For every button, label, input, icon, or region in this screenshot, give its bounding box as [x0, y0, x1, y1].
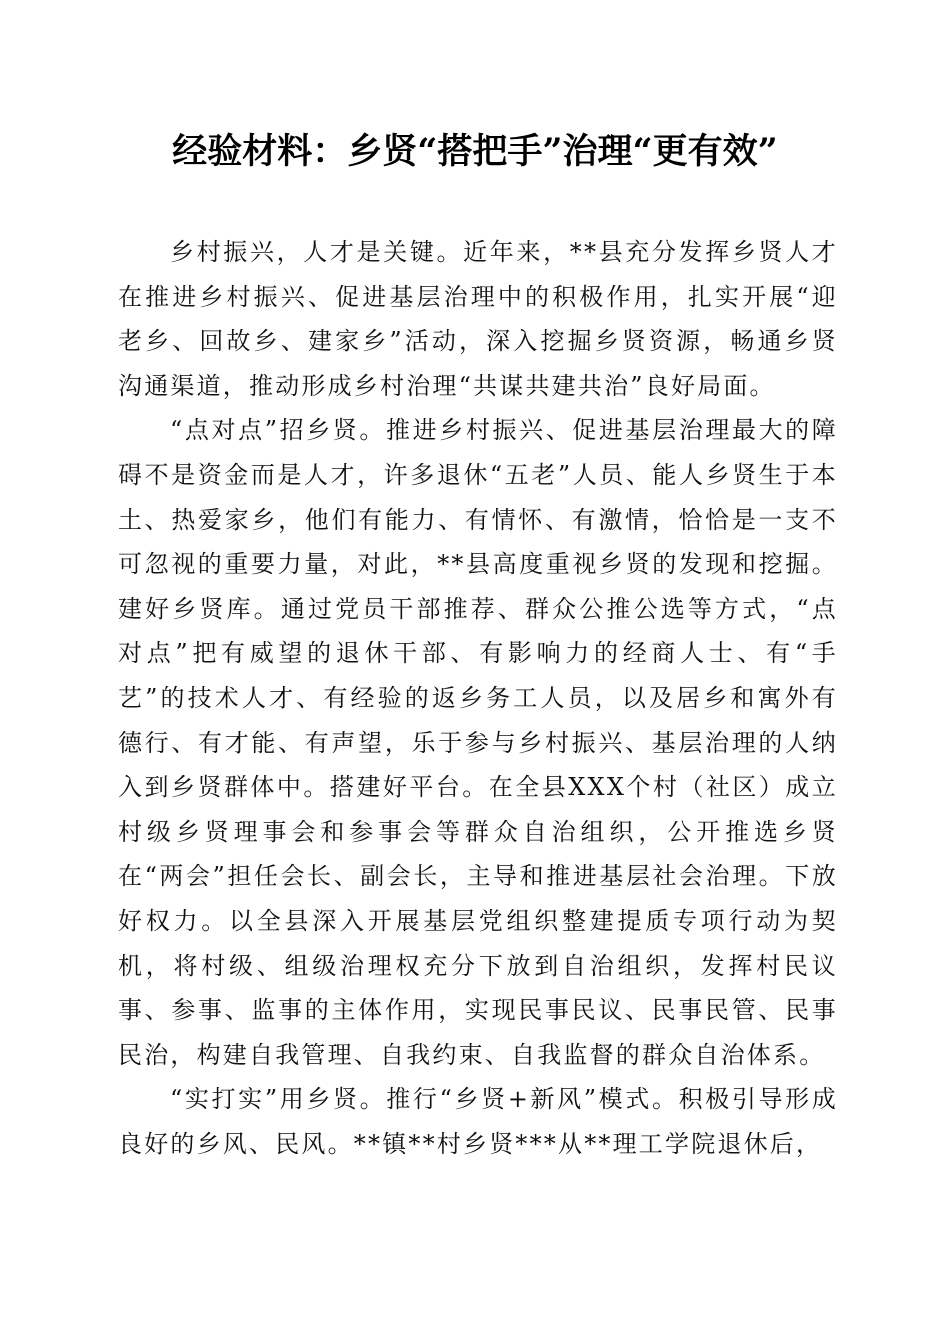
document-body: [118, 230, 838, 1166]
paragraph-intro: 乡村振兴，人才是关键。近年来，**县充分发挥乡贤人才在推进乡村振兴、促进基层治理中的积极作用，扎实开展“迎老乡、回故乡、建家乡”活动，深入挖掘乡贤资源，畅通乡贤沟通渠道，推动形成乡村治理“共谋共建共治”良好局面。: [118, 238, 838, 400]
document-title: 经验材料：乡贤“搭把手”治理“更有效”: [172, 131, 778, 172]
paragraph-use-talent: “实打实”用乡贤。推行“乡贤+新风”模式。积极引导形成良好的乡风、民风。**镇**村乡贤***从**理工学院退休后，: [118, 1085, 838, 1158]
paragraph-recruit-talent: “点对点”招乡贤。推进乡村振兴、促进基层治理最大的障碍不是资金而是人才，许多退休“五老”人员、能人乡贤生于本土、热爱家乡，他们有能力、有情怀、有激情，恰恰是一支不可忽视的重要力量，对此，**县高度重视乡贤的发现和挖掘。建好乡贤库。通过党员干部推荐、群众公推公选等方式，“点对点”把有威望的退休干部、有影响力的经商人士、有“手艺”的技术人才、有经验的返乡务工人员，以及居乡和寓外有德行、有才能、有声望，乐于参与乡村振兴、基层治理的人纳入到乡贤群体中。搭建好平台。在全县XXX个村（社区）成立村级乡贤理事会和参事会等群众自治组织，公开推选乡贤在“两会”担任会长、副会长，主导和推进基层社会治理。下放好权力。以全县深入开展基层党组织整建提质专项行动为契机，将村级、组级治理权充分下放到自治组织，发挥村民议事、参事、监事的主体作用，实现民事民议、民事民管、民事民治，构建自我管理、自我约束、自我监督的群众自治体系。: [118, 416, 838, 1069]
